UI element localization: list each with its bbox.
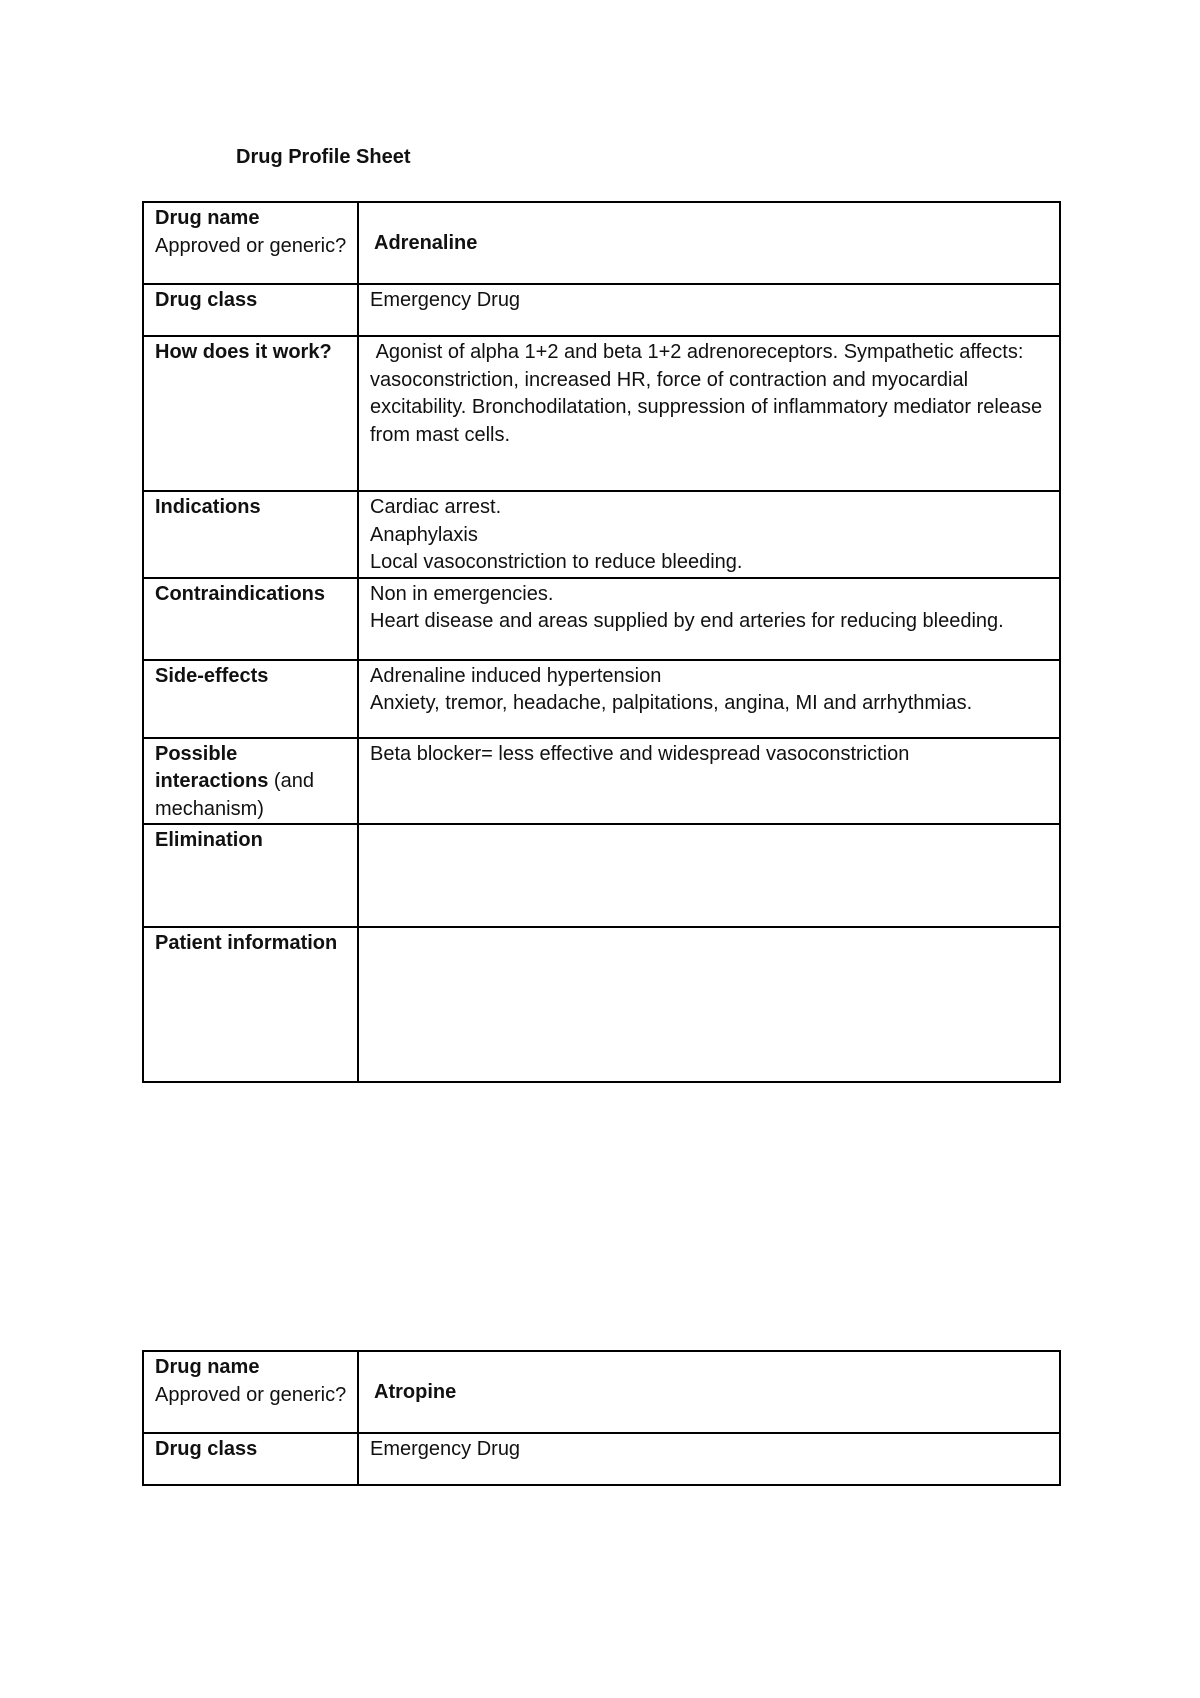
elimination-value (358, 824, 1060, 927)
drug-class-label: Drug class (143, 284, 358, 336)
how-label: How does it work? (143, 336, 358, 491)
table-row (143, 284, 1060, 336)
table-row (143, 1433, 1060, 1485)
contraindication-item: Heart disease and areas supplied by end arteries for reducing bleeding. (370, 610, 1004, 632)
indication-item: Cardiac arrest. (370, 496, 502, 518)
side-effects-label: Side-effects (143, 660, 358, 738)
table-row (143, 738, 1060, 825)
drug-name-label: Drug name (155, 1356, 260, 1378)
drug-class-value: Emergency Drug (358, 1433, 1060, 1485)
drug-profile-table (142, 1350, 1061, 1486)
table-row (143, 491, 1060, 578)
table-row (143, 660, 1060, 738)
drug-name-sublabel: Approved or generic? (155, 1383, 347, 1406)
indications-label: Indications (143, 491, 358, 578)
table-row (143, 336, 1060, 491)
drug-class-value: Emergency Drug (358, 284, 1060, 336)
drug-name-value: Adrenaline (374, 232, 478, 255)
drug-name-value-cell (358, 202, 1060, 284)
indications-value-cell (358, 491, 1060, 578)
page-title: Drug Profile Sheet (236, 146, 411, 168)
drug-name-label: Drug name (155, 207, 260, 229)
indication-item: Anaphylaxis (370, 523, 478, 546)
drug-name-value-cell (358, 1351, 1060, 1433)
table-row (143, 202, 1060, 284)
drug-profile-table (142, 201, 1061, 1083)
side-effects-value-cell (358, 660, 1060, 738)
interactions-value: Beta blocker= less effective and widespread vasoconstriction (358, 738, 1060, 825)
drug-name-label-cell (143, 202, 358, 284)
table-row (143, 824, 1060, 927)
drug-name-sublabel: Approved or generic? (155, 234, 347, 257)
interactions-label-suffix: (and mechanism) (155, 770, 314, 820)
contraindications-label: Contraindications (143, 578, 358, 660)
interactions-label: Possible interactions (155, 742, 269, 792)
drug-name-value: Atropine (374, 1381, 457, 1404)
indication-item: Local vasoconstriction to reduce bleeding. (370, 551, 743, 573)
side-effect-item: Adrenaline induced hypertension (370, 664, 662, 687)
elimination-label: Elimination (143, 824, 358, 927)
contraindication-item: Non in emergencies. (370, 582, 554, 605)
how-value: Agonist of alpha 1+2 and beta 1+2 adrenoreceptors. Sympathetic affects: vasoconstriction, increased HR, force of contraction and myocardial excitability. Bronchodilatation, suppression of inflammatory mediator release from mast cells. (358, 336, 1060, 491)
drug-class-label: Drug class (143, 1433, 358, 1485)
side-effect-item: Anxiety, tremor, headache, palpitations, angina, MI and arrhythmias. (370, 692, 973, 714)
table-row (143, 578, 1060, 660)
contraindications-value-cell (358, 578, 1060, 660)
patient-information-label: Patient information (143, 927, 358, 1082)
patient-information-value (358, 927, 1060, 1082)
drug-name-label-cell (143, 1351, 358, 1433)
interactions-label-cell (143, 738, 358, 825)
table-row (143, 1351, 1060, 1433)
table-row (143, 927, 1060, 1082)
